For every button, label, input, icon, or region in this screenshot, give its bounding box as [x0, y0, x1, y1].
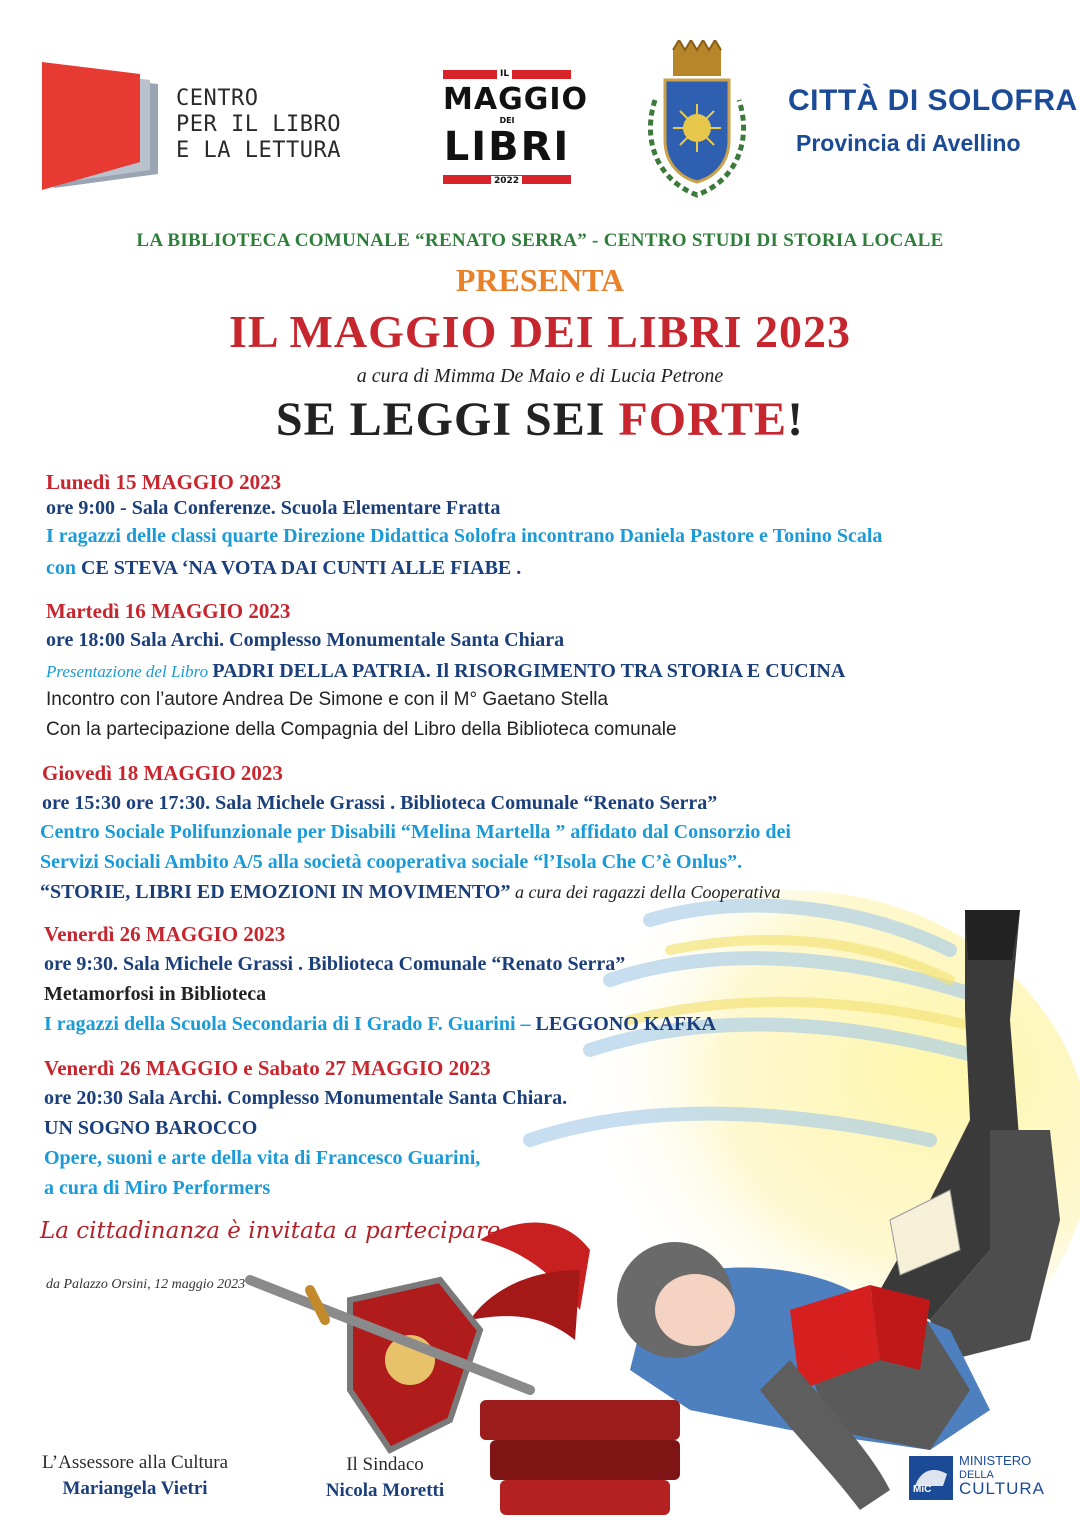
- event5-time-place: ore 20:30 Sala Archi. Complesso Monumentale Santa Chiara.: [44, 1087, 568, 1109]
- cepell-name: [176, 86, 341, 164]
- event3-title-line: [40, 880, 780, 904]
- event1-day: Lunedì 15 MAGGIO 2023: [46, 470, 282, 494]
- event3-title: “STORIE, LIBRI ED EMOZIONI IN MOVIMENTO”: [40, 881, 511, 903]
- cepell-logo: [40, 62, 160, 190]
- logo-dei: DEI: [499, 116, 515, 125]
- curators-line: a cura di Mimma De Maio e di Lucia Petrone: [356, 365, 724, 387]
- event5-desc1: Opere, suoni e arte della vita di Francesco Guarini,: [44, 1147, 481, 1169]
- assessore-role: L’Assessore alla Cultura: [41, 1452, 229, 1473]
- city-name: CITTÀ DI SOLOFRA: [788, 84, 1078, 117]
- event5-desc2: a cura di Miro Performers: [44, 1177, 271, 1199]
- cepell-line2: PER IL LIBRO: [176, 112, 341, 137]
- cepell-line1: CENTRO: [176, 86, 259, 111]
- mic-label: MiC: [913, 1484, 932, 1495]
- ministero-line1: MINISTERO: [959, 1453, 1032, 1468]
- event3-suffix: a cura dei ragazzi della Cooperativa: [510, 882, 781, 902]
- event4-day: Venerdì 26 MAGGIO 2023: [44, 922, 286, 946]
- province-name: Provincia di Avellino: [796, 130, 1021, 156]
- cepell-line3: E LA LETTURA: [176, 138, 341, 163]
- event2-presentation: [46, 659, 845, 684]
- ministero-line2: DELLA: [959, 1469, 994, 1481]
- event3-time-place: ore 15:30 ore 17:30. Sala Michele Grassi . Biblioteca Comunale “Renato Serra”: [42, 792, 718, 814]
- event3-desc2: Servizi Sociali Ambito A/5 alla società cooperativa sociale “l’Isola Che C’è Onlus”.: [40, 851, 743, 873]
- event4-prefix: I ragazzi della Scuola Secondaria di I Grado F. Guarini –: [44, 1013, 536, 1035]
- event3-day: Giovedì 18 MAGGIO 2023: [42, 761, 283, 785]
- event2-book-title: PADRI DELLA PATRIA. Il RISORGIMENTO TRA STORIA E CUCINA: [212, 660, 846, 682]
- presents-label: PRESENTA: [455, 262, 625, 298]
- ministero-line3: CULTURA: [959, 1479, 1046, 1498]
- sindaco-role: Il Sindaco: [346, 1454, 424, 1475]
- event1-prefix: con: [46, 557, 81, 579]
- slogan-end: !: [787, 393, 805, 446]
- assessore-name: Mariangela Vietri: [62, 1478, 208, 1499]
- event2-time-place: ore 18:00 Sala Archi. Complesso Monumentale Santa Chiara: [46, 629, 565, 651]
- slogan: [0, 392, 1080, 447]
- sindaco-name: Nicola Moretti: [325, 1480, 445, 1501]
- event1-title-line: [46, 556, 521, 580]
- event1-time-place: ore 9:00 - Sala Conferenze. Scuola Elementare Fratta: [46, 497, 501, 519]
- event1-desc: I ragazzi delle classi quarte Direzione Didattica Solofra incontrano Daniela Pastore e Tonino Scala: [46, 525, 883, 547]
- event4-highlight: LEGGONO KAFKA: [535, 1013, 717, 1035]
- event2-prefix: Presentazione del Libro: [46, 662, 213, 681]
- logo-il: IL: [497, 69, 512, 79]
- event5-day: Venerdì 26 MAGGIO e Sabato 27 MAGGIO 2023: [44, 1056, 491, 1080]
- logo-year: 2022: [491, 176, 522, 186]
- ministero-cultura-logo: [909, 1454, 1049, 1502]
- logo-libri: LIBRI: [443, 124, 571, 170]
- invitation-line: La cittadinanza è invitata a partecipare: [40, 1218, 501, 1244]
- organizer-line: LA BIBLIOTECA COMUNALE “RENATO SERRA” - CENTRO STUDI DI STORIA LOCALE: [136, 230, 944, 251]
- event4-desc: [44, 1012, 716, 1036]
- event-title: IL MAGGIO DEI LIBRI 2023: [228, 306, 852, 357]
- date-line: da Palazzo Orsini, 12 maggio 2023: [46, 1277, 246, 1292]
- event4-time-place: ore 9:30. Sala Michele Grassi . Biblioteca Comunale “Renato Serra”: [44, 953, 626, 975]
- slogan-highlight: FORTE: [618, 393, 788, 446]
- event2-participation: Con la partecipazione della Compagnia del Libro della Biblioteca comunale: [46, 719, 677, 740]
- slogan-main: SE LEGGI SEI: [275, 393, 619, 446]
- maggio-dei-libri-logo: [443, 69, 588, 186]
- event4-title: Metamorfosi in Biblioteca: [44, 983, 267, 1005]
- solofra-crest-icon: [637, 40, 757, 200]
- event5-title: UN SOGNO BAROCCO: [44, 1117, 258, 1139]
- knight-reading-illustration: [230, 890, 1080, 1527]
- sindaco-signature: [300, 1454, 470, 1502]
- event3-desc1: Centro Sociale Polifunzionale per Disabili “Melina Martella ” affidato dal Consorzio dei: [40, 821, 791, 843]
- event2-day: Martedì 16 MAGGIO 2023: [46, 599, 291, 623]
- event2-meet: Incontro con l’autore Andrea De Simone e con il M° Gaetano Stella: [46, 689, 609, 710]
- event1-title: CE STEVA ‘NA VOTA DAI CUNTI ALLE FIABE .: [81, 557, 522, 579]
- logo-maggio: MAGGIO: [443, 82, 588, 117]
- assessore-signature: [20, 1452, 250, 1500]
